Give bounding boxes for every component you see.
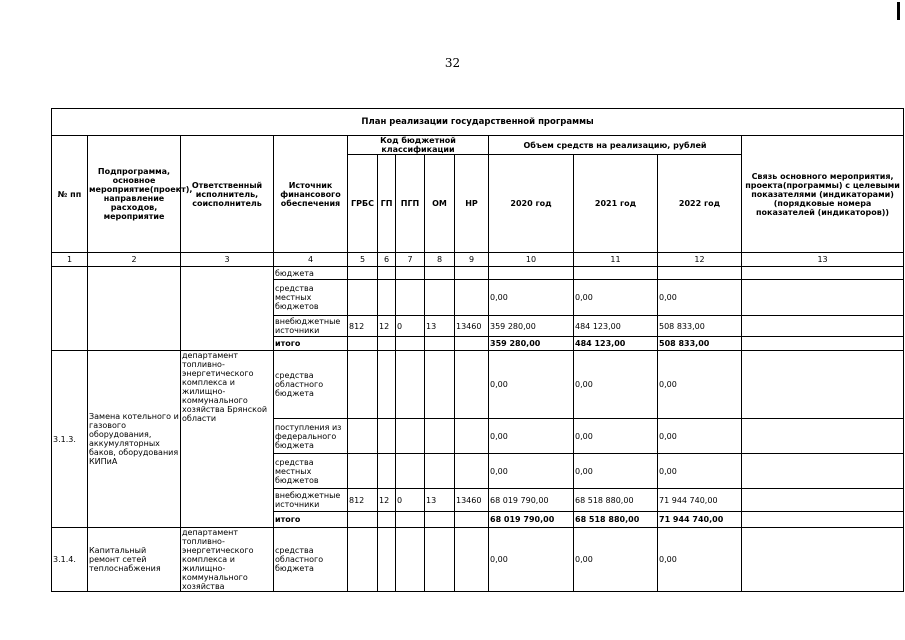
value-2020: 0,00 (489, 528, 574, 592)
value-2020: 359 280,00 (489, 316, 574, 337)
header-source: Источник финансового обеспечения (274, 136, 348, 253)
source-cell: средства местных бюджетов (274, 454, 348, 489)
implementation-plan-table (51, 108, 904, 592)
value-2022: 0,00 (658, 454, 742, 489)
source-cell: средства местных бюджетов (274, 280, 348, 316)
total-2020: 359 280,00 (489, 337, 574, 351)
code-np: 13460 (455, 489, 489, 512)
source-cell: внебюджетные источники (274, 316, 348, 337)
value-2020: 0,00 (489, 454, 574, 489)
header-gp: ГП (378, 155, 396, 253)
table-row (52, 528, 904, 592)
col-number: 10 (489, 253, 574, 267)
value-2020: 0,00 (489, 280, 574, 316)
item-number: 3.1.3. (52, 351, 88, 528)
source-cell: бюджета (274, 267, 348, 280)
header-om: ОМ (425, 155, 455, 253)
code-gp: 12 (378, 316, 396, 337)
item-name: Замена котельного и газового оборудования, аккумуляторных баков, оборудования КИПиА (88, 351, 181, 528)
value-2020: 0,00 (489, 419, 574, 454)
value-2021: 0,00 (574, 351, 658, 419)
header-2021: 2021 год (574, 155, 658, 253)
source-cell: внебюджетные источники (274, 489, 348, 512)
header-row-1 (52, 136, 904, 155)
cont-executor-cell (181, 267, 274, 351)
value-2021: 68 518 880,00 (574, 489, 658, 512)
value-2020: 68 019 790,00 (489, 489, 574, 512)
col-number: 7 (396, 253, 425, 267)
value-2021: 0,00 (574, 454, 658, 489)
cont-name-cell (88, 267, 181, 351)
total-label: итого (274, 512, 348, 528)
col-number: 9 (455, 253, 489, 267)
item-executor: департамент топливно-энергетического комплекса и жилищно-коммунального хозяйства (181, 528, 274, 592)
value-2022: 71 944 740,00 (658, 489, 742, 512)
table-title: План реализации государственной программы (52, 109, 904, 136)
col-number: 2 (88, 253, 181, 267)
col-number: 4 (274, 253, 348, 267)
col-number: 6 (378, 253, 396, 267)
header-volume: Объем средств на реализацию, рублей (489, 136, 742, 155)
title-row (52, 109, 904, 136)
header-2022: 2022 год (658, 155, 742, 253)
value-2021: 0,00 (574, 528, 658, 592)
cont-num-cell (52, 267, 88, 351)
col-number: 5 (348, 253, 378, 267)
value-2022: 508 833,00 (658, 316, 742, 337)
value-2021: 0,00 (574, 280, 658, 316)
source-cell: поступления из федерального бюджета (274, 419, 348, 454)
table-row (52, 351, 904, 419)
value-2022: 0,00 (658, 351, 742, 419)
header-num: № пп (52, 136, 88, 253)
value-2022: 0,00 (658, 280, 742, 316)
col-number: 8 (425, 253, 455, 267)
value-2021: 0,00 (574, 419, 658, 454)
item-name: Капитальный ремонт сетей теплоснабжения (88, 528, 181, 592)
col-number: 1 (52, 253, 88, 267)
code-pgp: 0 (396, 316, 425, 337)
source-cell: средства областного бюджета (274, 351, 348, 419)
code-gp: 12 (378, 489, 396, 512)
col-number: 13 (742, 253, 904, 267)
value-2022: 0,00 (658, 528, 742, 592)
total-2020: 68 019 790,00 (489, 512, 574, 528)
header-link: Связь основного мероприятия, проекта(программы) с целевыми показателями (индикаторами) (порядковые номера показателей (индикаторов)) (742, 136, 904, 253)
value-2022: 0,00 (658, 419, 742, 454)
header-2020: 2020 год (489, 155, 574, 253)
scan-edge-mark (897, 2, 900, 20)
page-number: 32 (444, 56, 461, 70)
value-2020: 0,00 (489, 351, 574, 419)
header-budget-code: Код бюджетной классификации (348, 136, 489, 155)
code-grbs: 812 (348, 316, 378, 337)
item-executor: департамент топливно-энергетического комплекса и жилищно-коммунального хозяйства Брянской области (181, 351, 274, 528)
total-label: итого (274, 337, 348, 351)
header-np: НР (455, 155, 489, 253)
item-number: 3.1.4. (52, 528, 88, 592)
source-cell: средства областного бюджета (274, 528, 348, 592)
total-2021: 484 123,00 (574, 337, 658, 351)
code-pgp: 0 (396, 489, 425, 512)
col-number: 11 (574, 253, 658, 267)
header-pgp: ПГП (396, 155, 425, 253)
code-np: 13460 (455, 316, 489, 337)
code-om: 13 (425, 489, 455, 512)
header-grbs: ГРБС (348, 155, 378, 253)
col-number: 12 (658, 253, 742, 267)
header-executor: Ответственный исполнитель, соисполнитель (181, 136, 274, 253)
value-2021: 484 123,00 (574, 316, 658, 337)
column-number-row (52, 253, 904, 267)
table-row (52, 267, 904, 280)
total-2022: 508 833,00 (658, 337, 742, 351)
code-grbs: 812 (348, 489, 378, 512)
code-om: 13 (425, 316, 455, 337)
col-number: 3 (181, 253, 274, 267)
total-2021: 68 518 880,00 (574, 512, 658, 528)
header-subprogram: Подпрограмма, основное мероприятие(проект), направление расходов, мероприятие (88, 136, 181, 253)
total-2022: 71 944 740,00 (658, 512, 742, 528)
